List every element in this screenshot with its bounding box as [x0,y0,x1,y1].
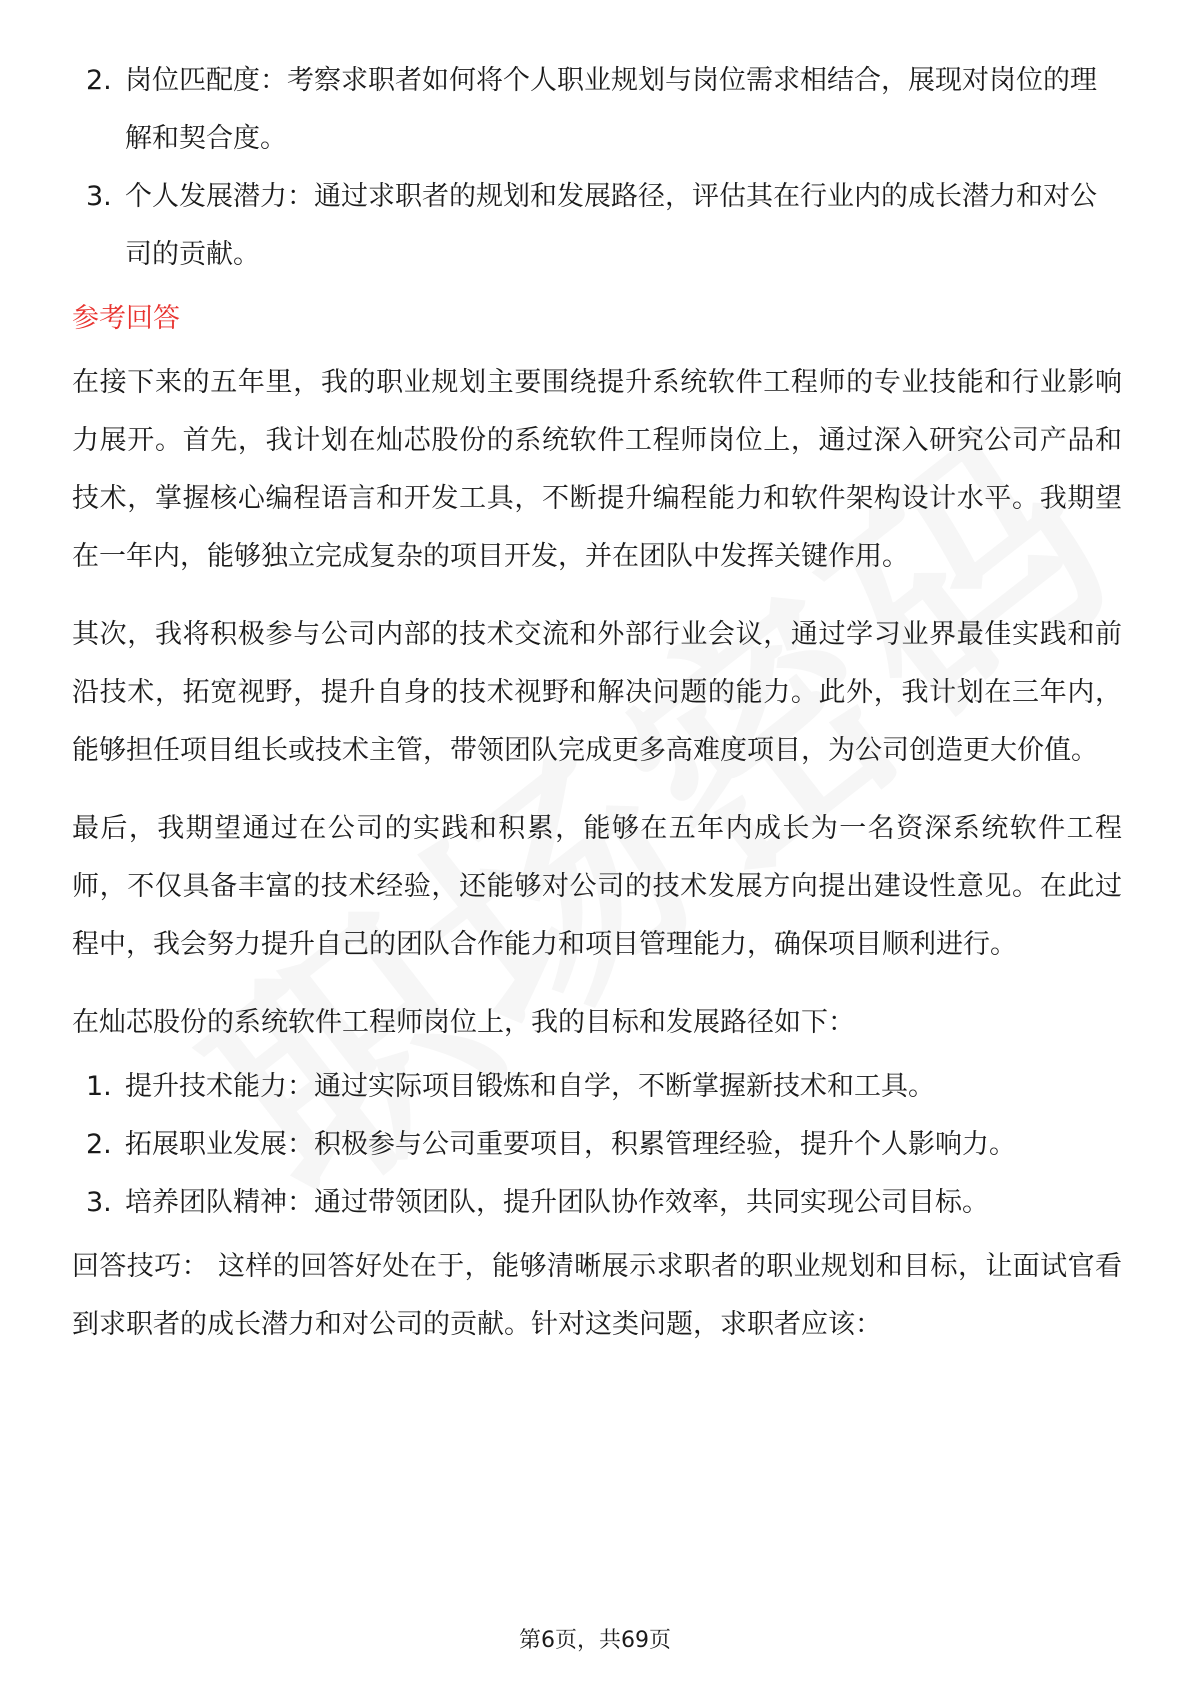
list-text: 拓展职业发展：积极参与公司重要项目，积累管理经验，提升个人影响力。 [125,1129,1016,1160]
list-number: 2. [86,65,112,96]
list-text: 提升技术能力：通过实际项目锻炼和自学，不断掌握新技术和工具。 [125,1071,935,1102]
list-text: 培养团队精神：通过带领团队，提升团队协作效率，共同实现公司目标。 [125,1187,989,1218]
list-item [72,1174,1122,1232]
answer-paragraph-2: 其次，我将积极参与公司内部的技术交流和外部行业会议，通过学习业界最佳实践和前沿技术，拓宽视野，提升自身的技术视野和解决问题的能力。此外，我计划在三年内，能够担任项目组长或技术主管，带领团队完成更多高难度项目，为公司创造更大价值。 [72,619,1122,766]
page-content [72,52,1122,1354]
list-item [72,52,1122,168]
criteria-list [72,52,1122,284]
section-heading: 参考回答 [72,303,180,334]
list-item [72,168,1122,284]
answer-paragraph-3: 最后，我期望通过在公司的实践和积累，能够在五年内成长为一名资深系统软件工程师，不仅具备丰富的技术经验，还能够对公司的技术发展方向提出建设性意见。在此过程中，我会努力提升自己的团队合作能力和项目管理能力，确保项目顺利进行。 [72,813,1122,960]
list-number: 3. [86,1187,112,1218]
page-number-footer: 第6页，共69页 [519,1628,671,1653]
list-number: 2. [86,1129,112,1160]
list-item [72,1116,1122,1174]
answer-paragraph-1: 在接下来的五年里，我的职业规划主要围绕提升系统软件工程师的专业技能和行业影响力展开。首先，我计划在灿芯股份的系统软件工程师岗位上，通过深入研究公司产品和技术，掌握核心编程语言和开发工具，不断提升编程能力和软件架构设计水平。我期望在一年内，能够独立完成复杂的项目开发，并在团队中发挥关键作用。 [72,367,1122,572]
list-text: 个人发展潜力：通过求职者的规划和发展路径，评估其在行业内的成长潜力和对公司的贡献。 [125,181,1097,270]
list-number: 1. [86,1071,112,1102]
list-text: 岗位匹配度：考察求职者如何将个人职业规划与岗位需求相结合，展现对岗位的理解和契合度。 [125,65,1097,154]
tips-paragraph: 回答技巧： 这样的回答好处在于，能够清晰展示求职者的职业规划和目标，让面试官看到求职者的成长潜力和对公司的贡献。针对这类问题，求职者应该： [72,1251,1122,1340]
list-number: 3. [86,181,112,212]
answer-paragraph-4: 在灿芯股份的系统软件工程师岗位上，我的目标和发展路径如下： [72,1007,855,1038]
goals-list [72,1058,1122,1232]
list-item [72,1058,1122,1116]
